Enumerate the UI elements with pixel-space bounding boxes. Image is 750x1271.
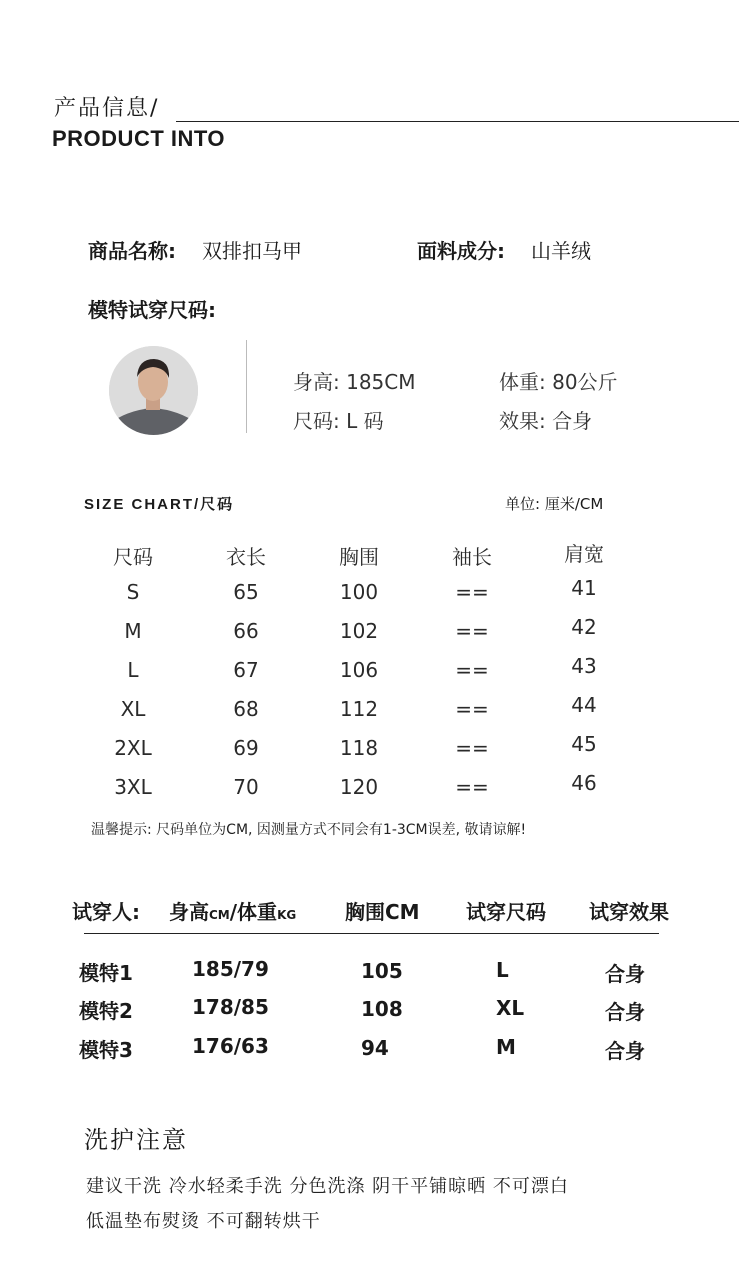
size-header: 尺码 xyxy=(113,545,153,569)
size-cell: 41 xyxy=(571,576,597,600)
size-cell: 67 xyxy=(233,658,259,682)
size-cell: 45 xyxy=(571,732,597,756)
tryon-header-weight: /体重 xyxy=(229,900,278,924)
tryon-cell: 模特3 xyxy=(79,1038,133,1062)
size-tip: 温馨提示: 尺码单位为CM, 因测量方式不同会有1-3CM误差, 敬请谅解! xyxy=(91,822,527,838)
size-cell: == xyxy=(455,775,489,799)
size-cell: == xyxy=(455,736,489,760)
tryon-cell: M xyxy=(496,1035,516,1059)
model-height: 身高: 185CM xyxy=(293,370,416,394)
size-cell: 120 xyxy=(339,775,379,799)
tryon-header-height: 身高 xyxy=(169,900,209,924)
model-avatar xyxy=(109,346,198,435)
tryon-divider xyxy=(84,933,659,934)
fabric-label: 面料成分: xyxy=(417,239,505,263)
model-effect: 效果: 合身 xyxy=(499,409,593,433)
size-chart-title: SIZE CHART/尺码 xyxy=(84,496,235,513)
size-cell: 106 xyxy=(339,658,379,682)
tryon-cell: 185/79 xyxy=(192,957,269,981)
size-cell: 65 xyxy=(233,580,259,604)
product-name-value: 双排扣马甲 xyxy=(202,239,302,263)
care-title: 洗护注意 xyxy=(84,1126,188,1154)
tryon-header-height-weight xyxy=(169,896,296,925)
size-cell: 44 xyxy=(571,693,597,717)
size-cell: 69 xyxy=(233,736,259,760)
tryon-header-chest: 胸围CM xyxy=(345,900,420,924)
size-cell: L xyxy=(127,658,139,682)
tryon-header-effect: 试穿效果 xyxy=(589,900,669,924)
size-cell: XL xyxy=(120,697,146,721)
size-cell: == xyxy=(455,697,489,721)
tryon-cell: 模特2 xyxy=(79,999,133,1023)
section-title-en: PRODUCT INTO xyxy=(52,126,226,151)
tryon-cell: 94 xyxy=(361,1036,389,1060)
model-size-label: 模特试穿尺码: xyxy=(88,298,216,322)
tryon-cell: 模特1 xyxy=(79,961,133,985)
tryon-cell: 176/63 xyxy=(192,1034,269,1058)
tryon-cell: 178/85 xyxy=(192,995,269,1019)
size-cell: 70 xyxy=(233,775,259,799)
tryon-cell: 合身 xyxy=(605,1039,645,1063)
size-cell: 46 xyxy=(571,771,597,795)
header-divider xyxy=(176,121,739,122)
tryon-label: 试穿人: xyxy=(72,900,140,924)
tryon-header-size: 试穿尺码 xyxy=(466,900,546,924)
size-cell: 102 xyxy=(339,619,379,643)
size-header: 肩宽 xyxy=(564,542,604,566)
model-divider xyxy=(246,340,247,433)
model-size: 尺码: L 码 xyxy=(293,409,384,433)
size-cell: == xyxy=(455,619,489,643)
tryon-cell: 105 xyxy=(361,959,403,983)
care-line-2: 低温垫布熨烫 不可翻转烘干 xyxy=(86,1211,321,1232)
tryon-header-cm: CM xyxy=(209,908,230,922)
tryon-cell: XL xyxy=(496,996,525,1020)
size-cell: M xyxy=(124,619,142,643)
size-header: 袖长 xyxy=(452,545,492,569)
size-cell: == xyxy=(455,580,489,604)
size-cell: 100 xyxy=(339,580,379,604)
size-cell: 68 xyxy=(233,697,259,721)
size-header: 衣长 xyxy=(226,545,266,569)
section-title-cn: 产品信息/ xyxy=(54,96,160,121)
model-weight: 体重: 80公斤 xyxy=(499,370,618,394)
care-line-1: 建议干洗 冷水轻柔手洗 分色洗涤 阴干平铺晾晒 不可漂白 xyxy=(86,1176,569,1197)
size-cell: 112 xyxy=(339,697,379,721)
model-photo-icon xyxy=(109,346,198,435)
size-cell: S xyxy=(126,580,140,604)
tryon-header-kg: KG xyxy=(277,908,297,922)
fabric-value: 山羊绒 xyxy=(531,239,591,263)
size-cell: 43 xyxy=(571,654,597,678)
size-cell: == xyxy=(455,658,489,682)
tryon-cell: 合身 xyxy=(605,962,645,986)
size-cell: 3XL xyxy=(114,775,152,799)
size-cell: 118 xyxy=(339,736,379,760)
tryon-cell: L xyxy=(496,958,509,982)
tryon-cell: 108 xyxy=(361,997,403,1021)
size-cell: 42 xyxy=(571,615,597,639)
size-cell: 66 xyxy=(233,619,259,643)
size-cell: 2XL xyxy=(114,736,152,760)
tryon-cell: 合身 xyxy=(605,1000,645,1024)
product-name-label: 商品名称: xyxy=(88,239,176,263)
size-chart-unit: 单位: 厘米/CM xyxy=(505,495,604,513)
size-header: 胸围 xyxy=(339,545,379,569)
